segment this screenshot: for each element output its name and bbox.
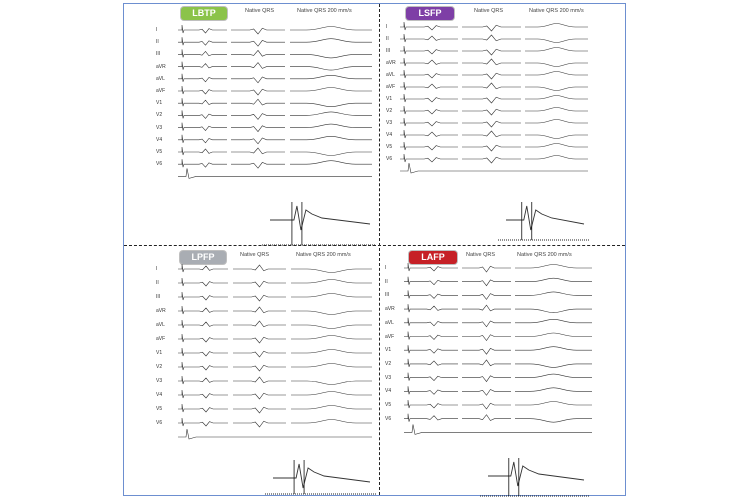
lead-label-v2: V2	[385, 360, 392, 367]
lead-label-v2: V2	[386, 108, 393, 114]
lead-label-i: I	[386, 24, 388, 30]
badge-lafp: LAFP	[409, 251, 457, 264]
badge-lsfp: LSFP	[406, 7, 454, 20]
lead-label-avl: aVL	[385, 319, 394, 326]
lead-label-avf: aVF	[156, 336, 166, 342]
lead-label-avr: aVR	[156, 63, 166, 70]
lead-label-v2: V2	[156, 112, 163, 119]
lead-label-ii: II	[386, 36, 389, 42]
lead-label-iii: III	[156, 51, 161, 58]
lead-label-v4: V4	[156, 392, 163, 398]
lead-label-v1: V1	[156, 350, 163, 356]
header-native-qrs-200: Native QRS 200 mm/s	[517, 252, 572, 258]
ecg-traces-lafp	[0, 0, 1, 1]
lead-label-v6: V6	[156, 161, 163, 168]
header-native-qrs-200: Native QRS 200 mm/s	[529, 8, 584, 14]
lead-label-avl: aVL	[156, 322, 165, 328]
lead-label-v5: V5	[156, 149, 163, 155]
lead-label-v6: V6	[156, 420, 163, 426]
header-native-qrs-200: Native QRS 200 mm/s	[297, 8, 352, 14]
lead-label-ii: II	[156, 280, 159, 286]
lead-label-v3: V3	[156, 378, 163, 384]
vertical-divider	[379, 4, 380, 495]
lead-label-avl: aVL	[156, 75, 165, 82]
badge-lpfp: LPFP	[180, 251, 226, 264]
header-native-qrs: Native QRS	[240, 252, 270, 258]
lead-label-v6: V6	[385, 415, 392, 422]
lead-label-v4: V4	[386, 132, 393, 138]
lead-label-avl: aVL	[386, 72, 395, 78]
lead-label-v3: V3	[156, 124, 163, 131]
lead-label-v5: V5	[386, 144, 393, 150]
badge-lbtp: LBTP	[181, 7, 227, 20]
lead-label-i: I	[156, 266, 158, 272]
lead-label-iii: III	[156, 294, 161, 300]
lead-label-iii: III	[386, 48, 391, 54]
lead-label-avf: aVF	[156, 88, 166, 94]
header-native-qrs-200: Native QRS 200 mm/s	[296, 252, 351, 258]
lead-label-v5: V5	[385, 402, 392, 408]
lead-label-ii: II	[385, 278, 388, 285]
lead-label-ii: II	[156, 39, 159, 46]
lead-label-v2: V2	[156, 364, 163, 370]
lead-label-iii: III	[385, 292, 390, 299]
lead-label-v3: V3	[386, 120, 393, 126]
lead-label-v4: V4	[385, 388, 392, 395]
lead-label-i: I	[385, 265, 387, 271]
lead-label-v6: V6	[386, 156, 393, 162]
lead-label-v4: V4	[156, 136, 163, 143]
lead-label-avf: aVF	[386, 84, 396, 90]
lead-label-v5: V5	[156, 406, 163, 412]
lead-label-avf: aVF	[385, 333, 395, 340]
header-native-qrs: Native QRS	[474, 8, 504, 14]
header-native-qrs: Native QRS	[466, 252, 496, 258]
header-native-qrs: Native QRS	[245, 8, 275, 14]
lead-label-v3: V3	[385, 374, 392, 381]
lead-label-avr: aVR	[156, 308, 166, 314]
lead-label-v1: V1	[386, 96, 393, 102]
lead-label-v1: V1	[385, 347, 392, 354]
lead-label-avr: aVR	[386, 60, 396, 66]
lead-label-avr: aVR	[385, 306, 395, 313]
lead-label-i: I	[156, 27, 158, 33]
lead-label-v1: V1	[156, 100, 163, 107]
